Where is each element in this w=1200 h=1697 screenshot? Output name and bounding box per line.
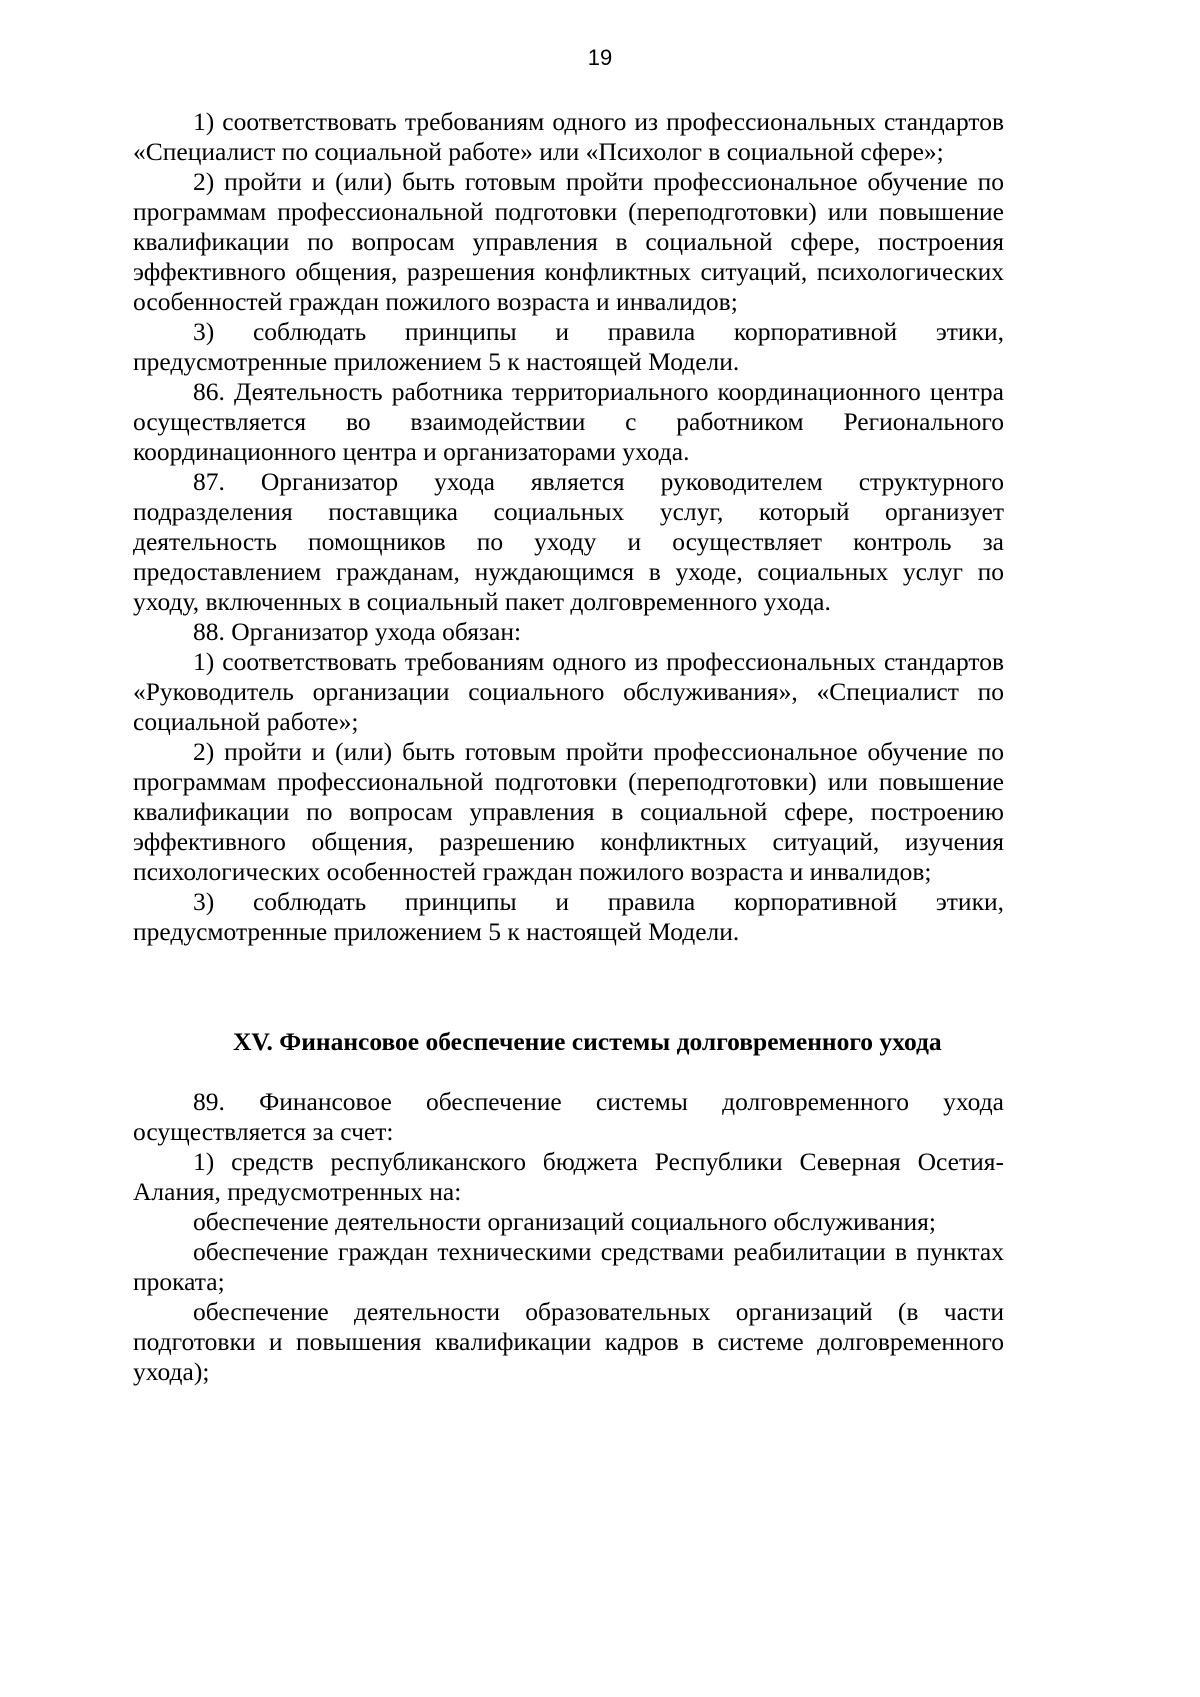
- paragraph-89-subitem-social-services: обеспечение деятельности организаций социального обслуживания;: [193, 1207, 936, 1236]
- paragraph-89-item-1: 1) средств республиканского бюджета Республики Северная Осетия-Алания, предусмотренных на:: [133, 1147, 1004, 1206]
- paragraph-88-item-2: 2) пройти и (или) быть готовым пройти профессиональное обучение по программам профессиональной подготовки (переподготовки) или повышение квалификации по вопросам управления в социальной сфере, построению эффективного общения, разрешению конфликтных ситуаций, изучения психологических особенностей граждан пожилого возраста и инвалидов;: [133, 737, 1004, 886]
- paragraph-88-item-3: 3) соблюдать принципы и правила корпоративной этики, предусмотренные приложением 5 к настоящей Модели.: [133, 887, 1004, 946]
- paragraph-item-3-corporate-ethics: 3) соблюдать принципы и правила корпоративной этики, предусмотренные приложением 5 к настоящей Модели.: [133, 317, 1004, 376]
- section-heading: XV. Финансовое обеспечение системы долговременного ухода: [233, 1027, 942, 1056]
- paragraph-89-subitem-rehabilitation-rental: обеспечение граждан техническими средствами реабилитации в пунктах проката;: [133, 1237, 1004, 1296]
- paragraph-item-2-professional-training: 2) пройти и (или) быть готовым пройти профессиональное обучение по программам профессиональной подготовки (переподготовки) или повышение квалификации по вопросам управления в социальной сфере, построения эффективного общения, разрешения конфликтных ситуаций, психологических особенностей граждан пожилого возраста и инвалидов;: [133, 167, 1004, 316]
- paragraph-88: 88. Организатор ухода обязан:: [193, 617, 522, 646]
- document-body: [133, 107, 1004, 1387]
- paragraph-87: 87. Организатор ухода является руководителем структурного подразделения поставщика социальных услуг, который организует деятельность помощников по уходу и осуществляет контроль за предоставлением гражданам, нуждающимся в уходе, социальных услуг по уходу, включенных в социальный пакет долговременного ухода.: [133, 467, 1004, 616]
- page-number: 19: [587, 45, 613, 70]
- paragraph-89: 89. Финансовое обеспечение системы долговременного ухода осуществляется за счет:: [133, 1087, 1004, 1146]
- paragraph-86: 86. Деятельность работника территориального координационного центра осуществляется во взаимодействии с работником Регионального координационного центра и организаторами ухода.: [133, 377, 1004, 466]
- paragraph-88-item-1: 1) соответствовать требованиям одного из профессиональных стандартов «Руководитель организации социального обслуживания», «Специалист по социальной работе»;: [133, 647, 1004, 736]
- paragraph-item-1-professional-standards: 1) соответствовать требованиям одного из профессиональных стандартов «Специалист по социальной работе» или «Психолог в социальной сфере»;: [133, 107, 1004, 166]
- paragraph-89-subitem-education: обеспечение деятельности образовательных организаций (в части подготовки и повышения квалификации кадров в системе долговременного ухода);: [133, 1297, 1004, 1386]
